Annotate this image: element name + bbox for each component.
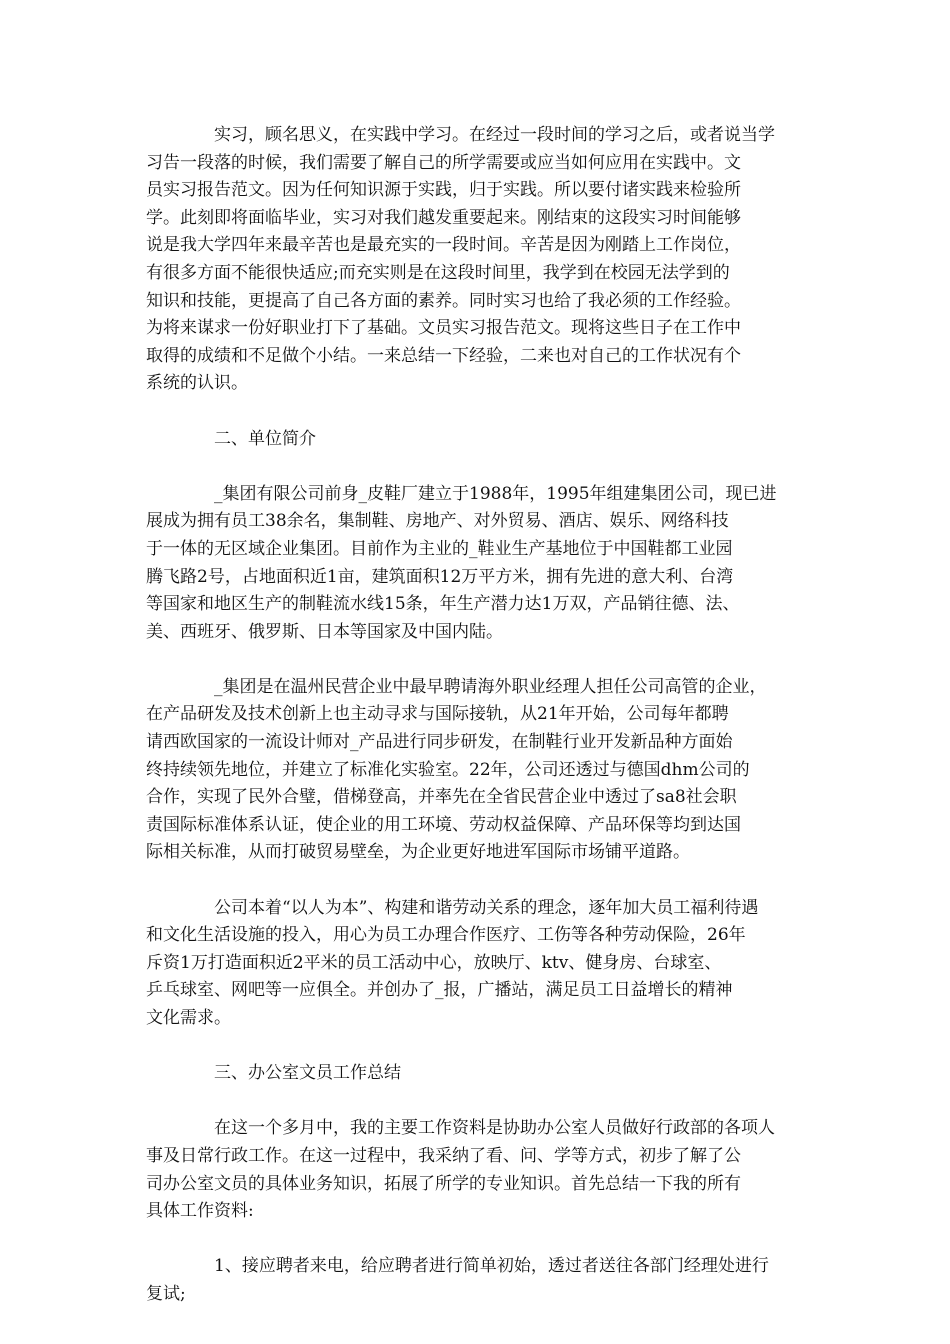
text-line: 腾飞路2号，占地面积近1亩，建筑面积12万平方米，拥有先进的意大利、台湾 [146,566,734,587]
company-welfare-paragraph [146,895,780,1033]
text-line: 责国际标准体系认证，使企业的用工环境、劳动权益保障、产品环保等均到达国 [146,814,741,835]
text-line: 司办公室文员的具体业务知识，拓展了所学的专业知识。首先总结一下我的所有 [146,1173,741,1194]
text-line: 为将来谋求一份好职业打下了基础。文员实习报告范文。现将这些日子在工作中 [146,318,741,339]
text-line: 合作，实现了民外合璧，借梯登高，并率先在全省民营企业中透过了sa8社会职 [146,787,737,808]
text-line: 实习，顾名思义，在实践中学习。在经过一段时间的学习之后，或者说当学 [214,125,775,145]
text-line: 和文化生活设施的投入，用心为员工办理合作医疗、工伤等各种劳动保险，26年 [146,925,746,946]
intro-paragraph [146,122,780,398]
text-line: 请西欧国家的一流设计师对_产品进行同步研发，在制鞋行业开发新品种方面始 [146,732,733,753]
document-body [146,122,780,1336]
text-line: 说是我大学四年来最辛苦也是最充实的一段时间。辛苦是因为刚踏上工作岗位， [146,235,741,256]
text-line: 乒乓球室、网吧等一应俱全。并创办了_报，广播站，满足员工日益增长的精神 [146,980,733,1001]
text-line: _集团有限公司前身_皮鞋厂建立于1988年，1995年组建集团公司，现已进 [214,483,777,504]
text-line: 在这一个多月中，我的主要工作资料是协助办公室人员做好行政部的各项人 [214,1118,775,1139]
text-line: 事及日常行政工作。在这一过程中，我采纳了看、问、学等方式，初步了解了公 [146,1145,741,1166]
text-line: 终持续领先地位，并建立了标准化实验室。22年，公司还透过与德国dhm公司的 [146,759,750,780]
text-line: 等国家和地区生产的制鞋流水线15条，年生产潜力达1万双，产品销往德、法、 [146,594,740,615]
text-line: 习告一段落的时候，我们需要了解自己的所学需要或应当如何应用在实践中。文 [146,152,741,173]
text-line: 斥资1万打造面积近2平米的员工活动中心，放映厅、ktv、健身房、台球室、 [146,952,722,973]
text-line: 具体工作资料: [146,1201,254,1222]
text-line: 际相关标准，从而打破贸易壁垒，为企业更好地进军国际市场铺平道路。 [146,842,690,863]
text-line: 1、接应聘者来电，给应聘者进行简单初始，透过者送往各部门经理处进行 [214,1256,769,1277]
text-line: 文化需求。 [146,1008,231,1028]
text-line: 学。此刻即将面临毕业，实习对我们越发重要起来。刚结束的这段实习时间能够 [146,207,741,228]
text-line: 知识和技能，更提高了自己各方面的素养。同时实习也给了我必须的工作经验。 [146,290,741,311]
text-line: 复试; [146,1283,186,1304]
text-line: 展成为拥有员工38余名，集制鞋、房地产、对外贸易、酒店、娱乐、网络科技 [146,511,729,532]
company-rd-paragraph [146,674,780,867]
text-line: _集团是在温州民营企业中最早聘请海外职业经理人担任公司高管的企业， [214,676,767,697]
work-item-1-paragraph [146,1253,780,1308]
text-line: 公司本着“以人为本”、构建和谐劳动关系的理念，逐年加大员工福利待遇 [214,897,759,918]
work-summary-paragraph [146,1115,780,1225]
text-line: 员实习报告范文。因为任何知识源于实践，归于实践。所以要付诸实践来检验所 [146,180,741,201]
text-line: 取得的成绩和不足做个小结。一来总结一下经验，二来也对自己的工作状况有个 [146,345,741,366]
text-line: 有很多方面不能很快适应;而充实则是在这段时间里，我学到在校园无法学到的 [146,262,730,283]
text-line: 于一体的无区域企业集团。目前作为主业的_鞋业生产基地位于中国鞋都工业园 [146,538,733,559]
text-line: 美、西班牙、俄罗斯、日本等国家及中国内陆。 [146,621,503,642]
company-intro-paragraph [146,481,780,647]
text-line: 在产品研发及技术创新上也主动寻求与国际接轨，从21年开始，公司每年都聘 [146,704,729,725]
text-line: 系统的认识。 [146,373,248,394]
section-heading-2: 二、单位简介 [214,428,316,449]
section-heading-3: 三、办公室文员工作总结 [214,1063,401,1084]
